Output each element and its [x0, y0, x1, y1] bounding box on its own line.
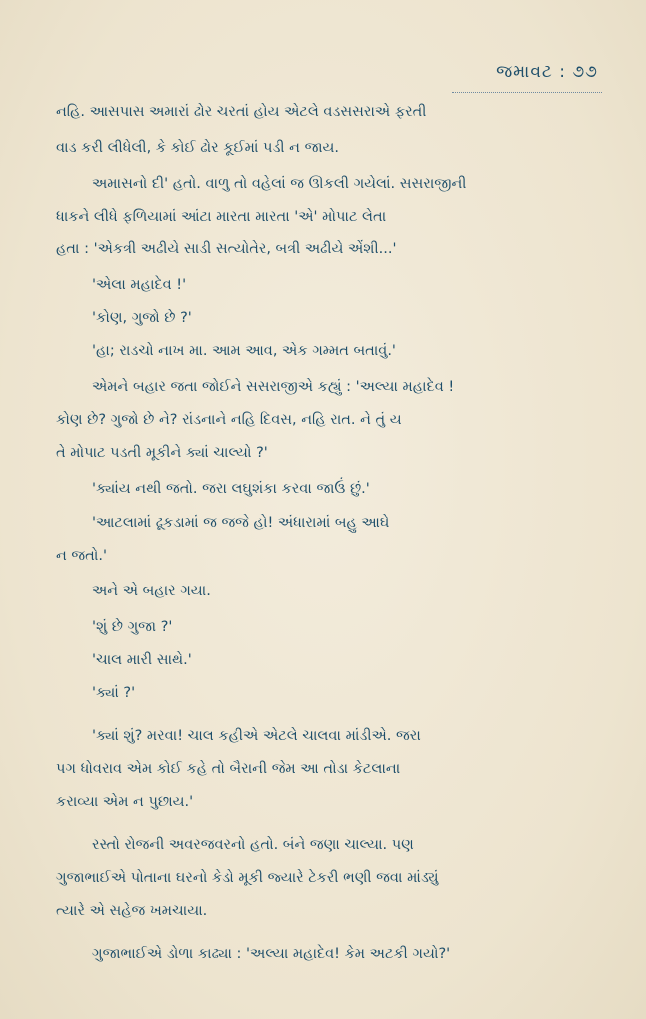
text-line: અને એ બહાર ગયા.: [92, 583, 211, 599]
text-line: 'ક્યાં ?': [92, 685, 136, 701]
text-line: ધાકને લીધે ફળિયામાં આંટા મારતા મારતા 'એ' મોપાટ લેતા: [56, 209, 387, 225]
text-line: ગુજાભાઈએ પોતાના ઘરનો કેડો મૂકી જ્યારે ટેકરી ભણી જવા માંડ્યું: [56, 870, 439, 886]
text-line: અમાસનો દી' હતો. વાળુ તો વહેલાં જ ઊકલી ગયેલાં. સસરાજીની: [92, 176, 467, 192]
text-line: એમને બહાર જતા જોઈને સસરાજીએ કહ્યું : 'અલ્યા મહાદેવ !: [92, 379, 455, 395]
text-line: નહિ. આસપાસ અમારાં ઢોર ચરતાં હોય એટલે વડસસરાએ ફરતી: [56, 104, 427, 120]
text-line: 'શું છે ગુજા ?': [92, 619, 173, 635]
text-line: રસ્તો રોજની અવરજવરનો હતો. બંને જણા ચાલ્યા. પણ: [92, 837, 414, 853]
text-line: 'હા; રાડચો નાખ મા. આમ આવ, એક ગમ્મત બતાવું.': [92, 343, 396, 359]
text-line: ત્યારે એ સહેજ ખમચાયા.: [56, 903, 208, 919]
text-line: 'ચાલ મારી સાથે.': [92, 652, 192, 668]
text-line: 'એલા મહાદેવ !': [92, 277, 187, 293]
text-line: તે મોપાટ પડતી મૂકીને ક્યાં ચાલ્યો ?': [56, 445, 268, 461]
text-line: વાડ કરી લીધેલી, કે કોઈ ઢોર કૂઈમાં પડી ન જાય.: [56, 140, 340, 156]
text-line: 'ક્યાંય નથી જતો. જરા લઘુશંકા કરવા જાઉં છું.': [92, 481, 370, 497]
text-line: પગ ધોવરાવ એમ કોઈ કહે તો બૈરાની જેમ આ તોડા કેટલાના: [56, 761, 401, 777]
text-line: 'આટલામાં ઢૂકડામાં જ જજે હો! અંધારામાં બહુ આઘે: [92, 515, 390, 531]
text-line: કરાવ્યા એમ ન પુછાય.': [56, 794, 194, 810]
text-line: કોણ છે? ગુજો છે ને? રાંડનાને નહિ દિવસ, નહિ રાત. ને તું ય: [56, 412, 402, 428]
text-line: ગુજાભાઈએ ડોળા કાઢ્યા : 'અલ્યા મહાદેવ! કેમ અટકી ગયો?': [92, 946, 451, 962]
running-head: જમાવટ : ૭૭: [496, 62, 598, 82]
text-line: 'ક્યાં શું? મરવા! ચાલ કહીએ એટલે ચાલવા માંડીએ. જરા: [92, 728, 421, 744]
text-line: 'કોણ, ગુજો છે ?': [92, 310, 192, 326]
header-rule: [452, 92, 602, 93]
text-line: ન જતો.': [56, 548, 107, 564]
text-line: હતા : 'એકત્રી અઢીયે સાડી સત્યોતેર, બત્રી અઢીયે એંશી...': [56, 241, 397, 257]
